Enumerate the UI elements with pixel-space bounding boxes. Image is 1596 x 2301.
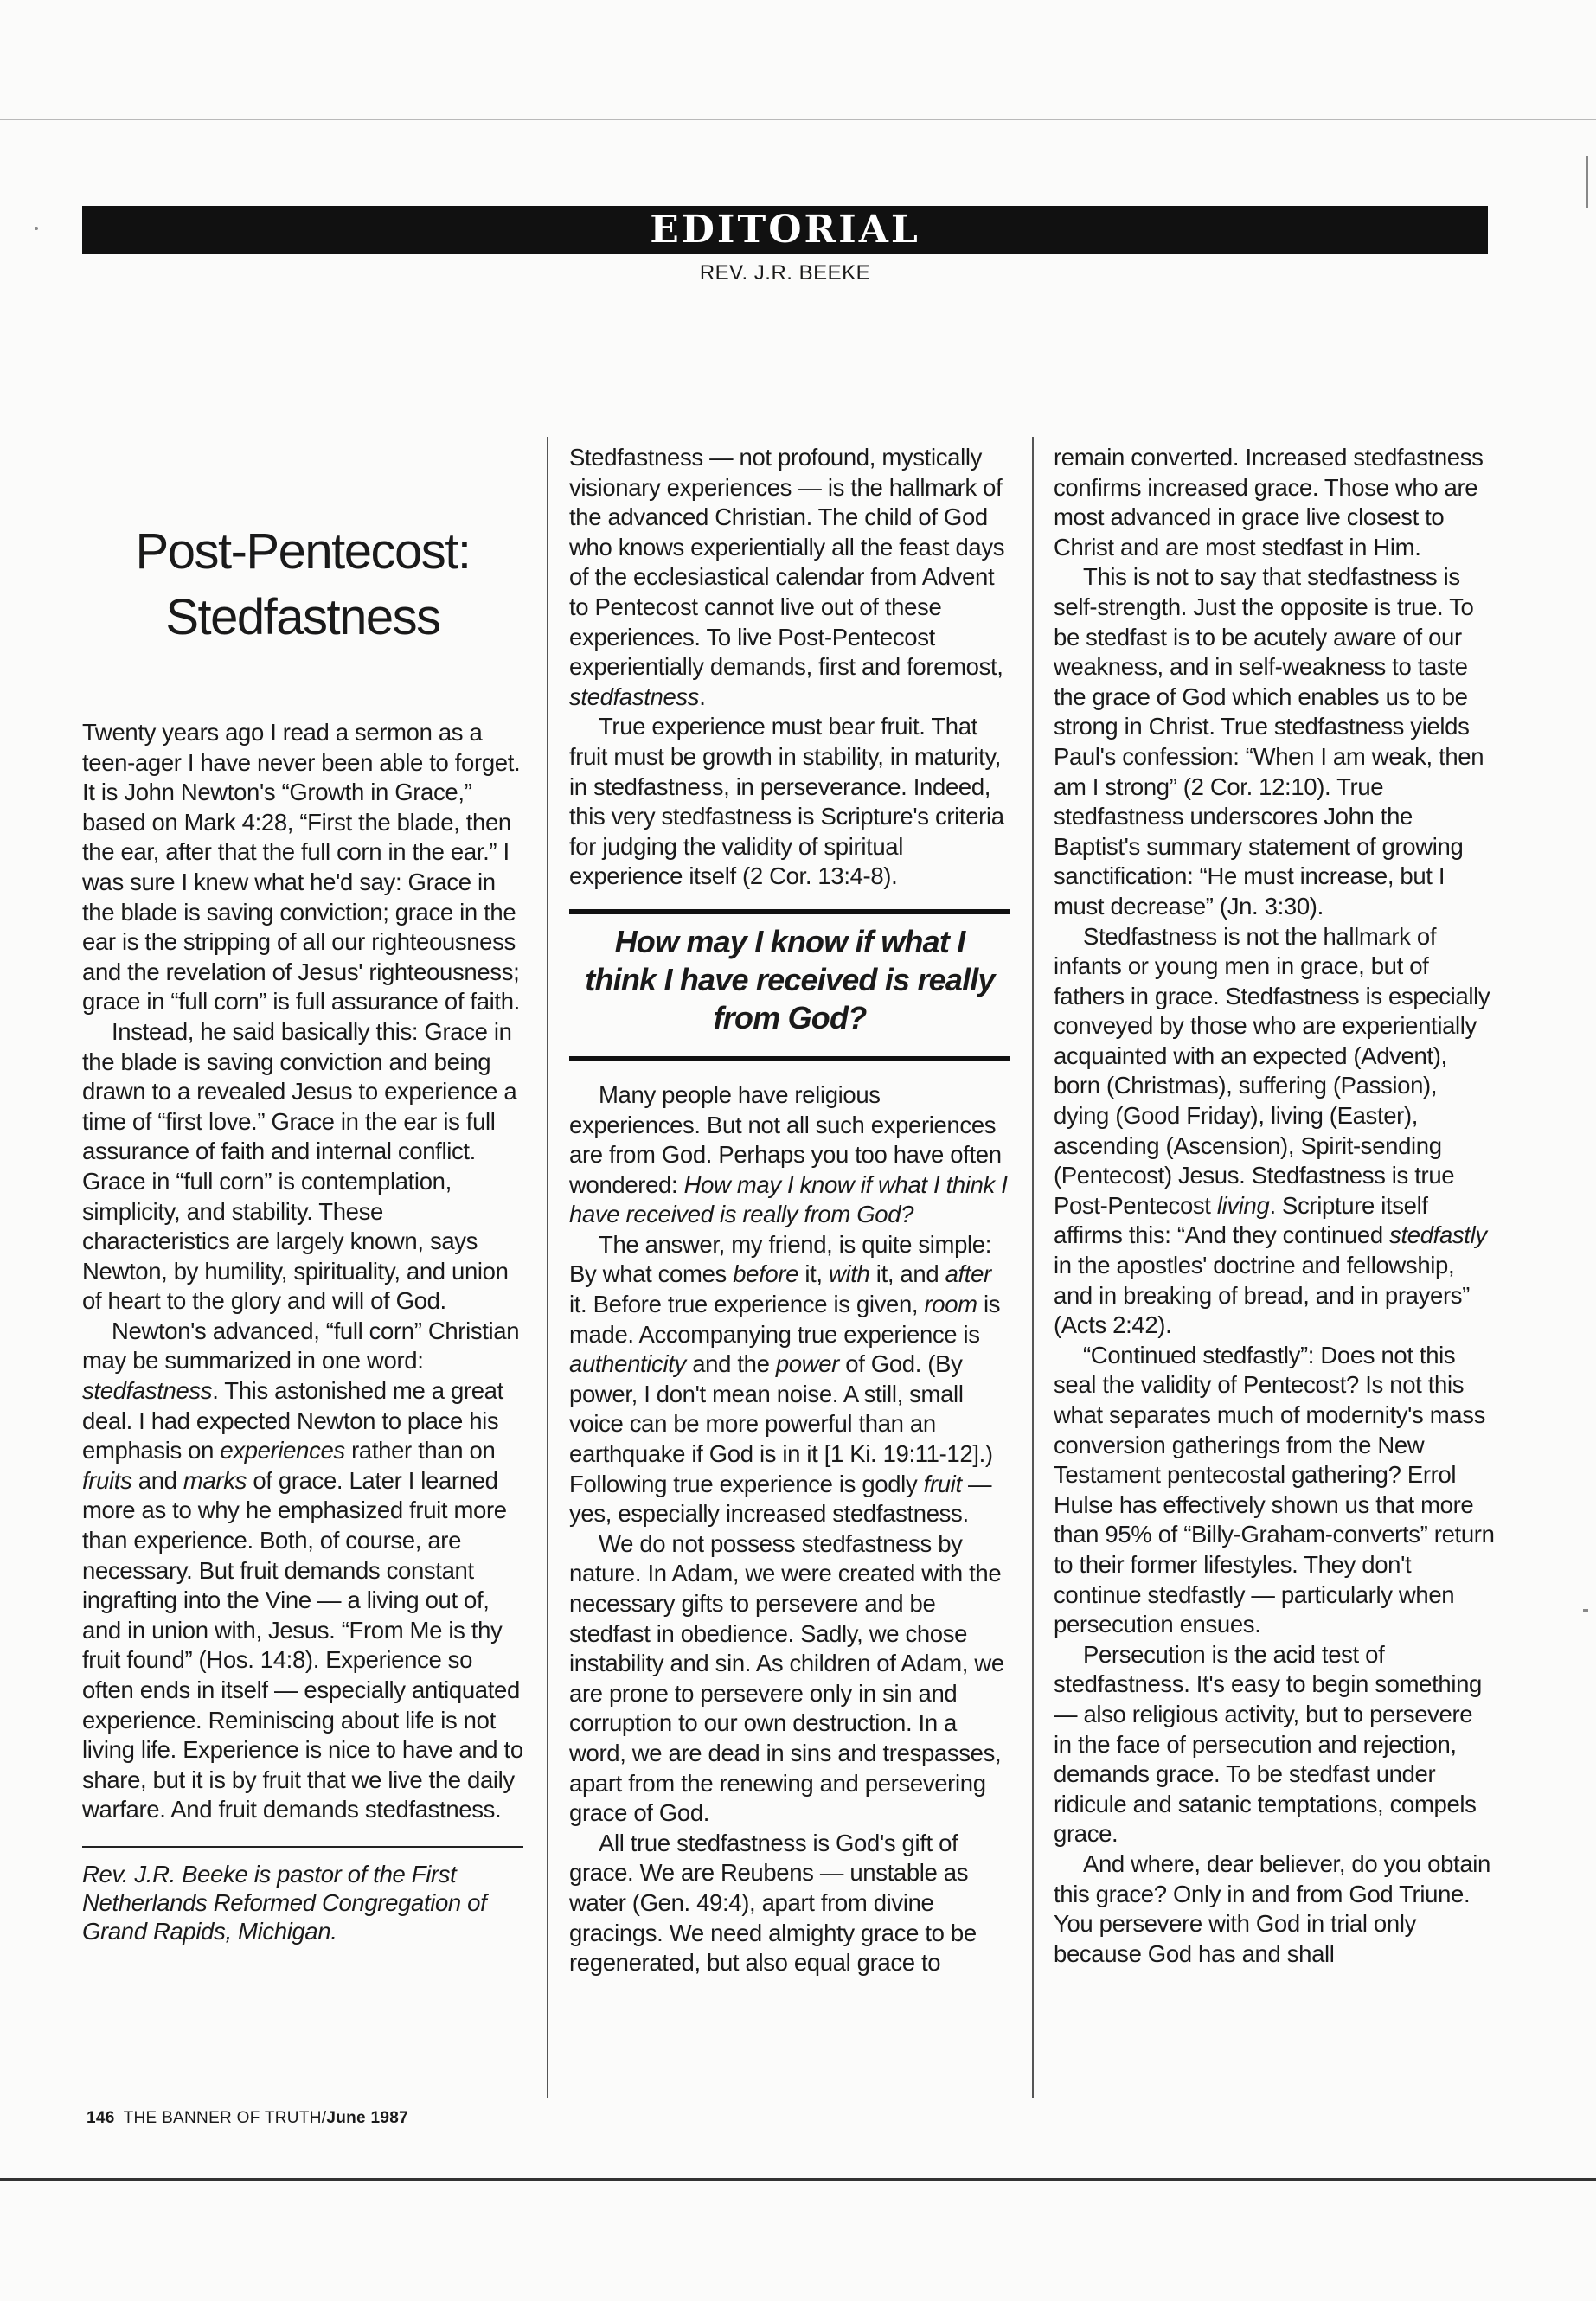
- article-title: [82, 519, 523, 651]
- scan-edge-mark: [1583, 1609, 1588, 1612]
- page-footer: [87, 2109, 408, 2128]
- paragraph: Instead, he said basically this: Grace in the blade is saving conviction and being drawn to a revealed Jesus to experience a time of “first love.” Grace in the ear is full assurance of faith and internal conflict. Grace in “full corn” is contemplation, simplicity, and stability. These characteristics are largely known, says Newton, by humility, spirituality, and union of heart to the glory and will of God.: [82, 1017, 517, 1315]
- author-bio: Rev. J.R. Beeke is pastor of the First Netherlands Reformed Congregation of Grand Rapids, Michigan.: [82, 1860, 487, 1945]
- paragraph: This is not to say that stedfastness is self-strength. Just the opposite is true. To be stedfast is to be acutely aware of our weakness, and in self-weakness to taste the grace of God which enables us to be strong in Christ. True stedfastness yields Paul's confession: “When I am weak, then am I strong” (2 Cor. 12:10). True stedfastness underscores John the Baptist's summary statement of growing sanctification: “He must increase, but I must decrease” (Jn. 3:30).: [1054, 563, 1484, 920]
- paragraph: Stedfastness is not the hallmark of infants or young men in grace, but of fathers in grace. Stedfastness is especially conveyed by those who are experientially acquainted with an expected (Advent), born (Christmas), suffering (Passion), dying (Good Friday), living (Easter), ascending (Ascension), Spirit-sending (Pentecost) Jesus. Stedfastness is true Post-Pentecost living. Scripture itself affirms this: “And they continued stedfastly in the apostles' doctrine and fellowship, and in breaking of bread, and in prayers” (Acts 2:42).: [1054, 922, 1490, 1339]
- paragraph: And where, dear believer, do you obtain this grace? Only in and from God Triune. You persevere with God in trial only because God has and shall: [1054, 1849, 1490, 1967]
- author-byline: REV. J.R. BEEKE: [699, 261, 871, 285]
- paragraph: Many people have religious experiences. But not all such experiences are from God. Perhaps you too have often wondered: How may I know if what I think I have received is really from God?: [569, 1080, 1008, 1228]
- page-number: 146: [87, 2109, 115, 2127]
- column-divider: [1032, 437, 1034, 2098]
- title-line-2: Stedfastness: [165, 589, 440, 645]
- paragraph: Stedfastness — not profound, mystically visionary experiences — is the hallmark of the advanced Christian. The child of God who knows experientially all the feast days of the ecclesiastical calendar from Advent to Pentecost cannot live out of these experiences. To live Post-Pentecost experientially demands, first and foremost, stedfastness.: [569, 444, 1005, 710]
- scan-edge-top-rule: [0, 119, 1596, 120]
- paragraph: The answer, my friend, is quite simple: By what comes before it, with it, and after it. Before true experience is given, room is made. Accompanying true experience is authenticity and the power of God. (By power, I don't mean noise. A still, small voice can be more powerful than an earthquake if God is in it [1 Ki. 19:11-12].) Following true experience is godly fruit — yes, especially increased stedfastness.: [569, 1230, 1001, 1528]
- scan-edge-bottom-rule: [0, 2178, 1596, 2181]
- bio-divider: [82, 1846, 523, 1848]
- scan-speck: [35, 227, 38, 230]
- paragraph: Twenty years ago I read a sermon as a teen-ager I have never been able to forget. It is John Newton's “Growth in Grace,” based on Mark 4:28, “First the blade, then the ear, after that the full corn in the ear.” I was sure I knew what he'd say: Grace in the blade is saving conviction; grace in the ear is the stripping of all our righteousness and the revelation of Jesus' righteousness; grace in “full corn” is full assurance of faith.: [82, 719, 521, 1016]
- paragraph: remain converted. Increased stedfastness confirms increased grace. Those who are most advanced in grace live closest to Christ and are most stedfast in Him.: [1054, 444, 1484, 561]
- footer-separator: /: [321, 2109, 327, 2127]
- article-column-3: [1054, 443, 1495, 1969]
- scan-edge-mark: [1586, 156, 1588, 208]
- column-divider: [547, 437, 548, 2098]
- paragraph: True experience must bear fruit. That fruit must be growth in stability, in maturity, in stedfastness, in perseverance. Indeed, this very stedfastness is Scripture's criteria for judging the validity of spiritual experience itself (2 Cor. 13:4-8).: [569, 713, 1004, 890]
- paragraph: All true stedfastness is God's gift of grace. We are Reubens — unstable as water (Gen. 49:4), apart from divine gracings. We need almighty grace to be regenerated, but also equal grace to: [569, 1829, 977, 1977]
- paragraph: Newton's advanced, “full corn” Christian may be summarized in one word: stedfastness. This astonished me a great deal. I had expected Newton to place his emphasis on experiences rather than on fruits and marks of grace. Later I learned more as to why he emphasized fruit more than experience. Both, of course, are necessary. But fruit demands constant ingrafting into the Vine — a living out of, and in union with, Jesus. “From Me is thy fruit found” (Hos. 14:8). Experience so often ends in itself — especially antiquated experience. Reminiscing about life is not living life. Experience is nice to have and to share, but it is by fruit that we live the daily warfare. And fruit demands stedfastness.: [82, 1317, 523, 1823]
- paragraph: Persecution is the acid test of stedfastness. It's easy to begin something — also religious activity, but to persevere in the face of persecution and rejection, demands grace. To be stedfast under ridicule and satanic temptations, compels grace.: [1054, 1640, 1483, 1848]
- section-header-bar: EDITORIAL: [82, 206, 1488, 254]
- publication-name: THE BANNER OF TRUTH: [123, 2109, 322, 2127]
- issue-date: June 1987: [326, 2109, 408, 2127]
- pull-quote: How may I know if what I think I have received is really from God?: [569, 909, 1010, 1061]
- article-column-1: [82, 718, 523, 1945]
- title-line-1: Post-Pentecost:: [135, 523, 471, 580]
- paragraph: “Continued stedfastly”: Does not this seal the validity of Pentecost? Is not this what separates much of modernity's mass conversion gatherings from the New Testament pentecostal gathering? Errol Hulse has effectively shown us that more than 95% of “Billy-Graham-converts” return to their former lifestyles. They don't continue stedfastly — particularly when persecution ensues.: [1054, 1341, 1495, 1638]
- article-column-2: [569, 443, 1010, 1978]
- paragraph: We do not possess stedfastness by nature. In Adam, we were created with the necessary gifts to persevere and be stedfast in obedience. Sadly, we chose instability and sin. As children of Adam, we are prone to persevere only in sin and corruption to our own destruction. In a word, we are dead in sins and trespasses, apart from the renewing and persevering grace of God.: [569, 1529, 1004, 1827]
